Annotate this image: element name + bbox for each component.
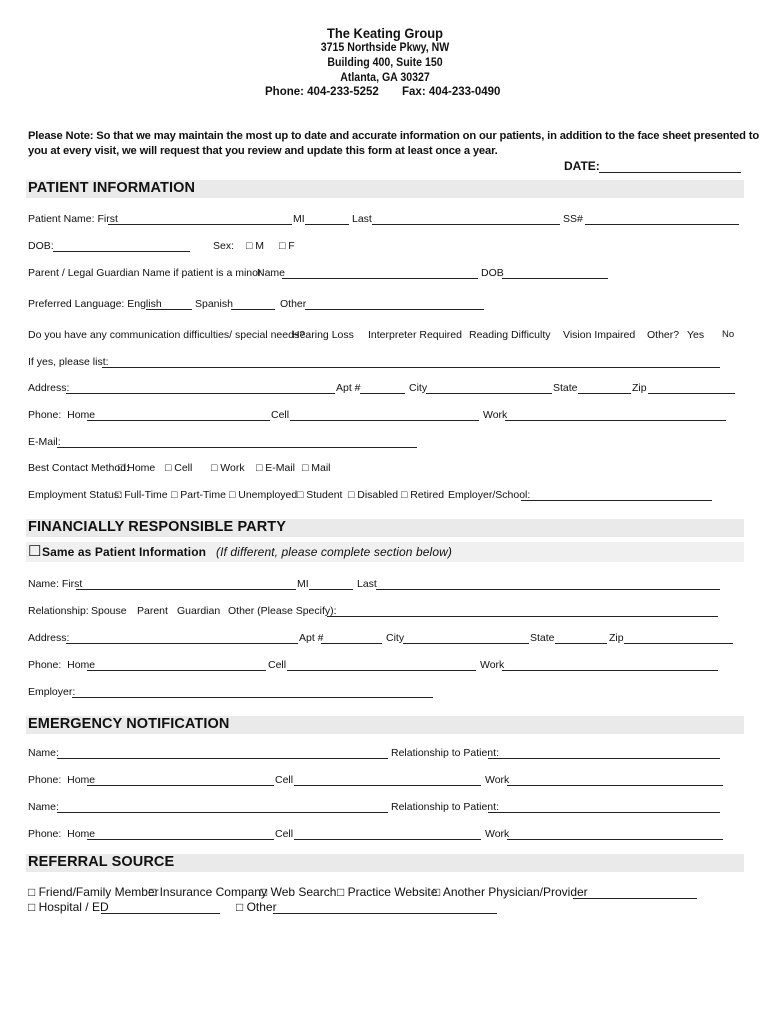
label: State: [553, 382, 578, 394]
last-name-field[interactable]: [372, 224, 560, 225]
english-field[interactable]: [146, 309, 192, 310]
section-emergency-notification: [26, 716, 744, 734]
label: Name: [257, 267, 286, 279]
label: City: [386, 632, 405, 644]
date-label: DATE:: [564, 159, 600, 173]
sex-m-checkbox[interactable]: □ M: [246, 240, 265, 252]
fin-first-name-field[interactable]: [76, 589, 296, 590]
other-specify-field[interactable]: [327, 616, 718, 617]
fulltime-checkbox[interactable]: □ Full-Time: [115, 489, 168, 501]
label: Work: [485, 828, 510, 840]
label: Phone: Home: [28, 409, 96, 421]
label: State: [530, 632, 555, 644]
referral-hospital-field[interactable]: [101, 913, 220, 914]
emergency-name-1-field[interactable]: [57, 758, 388, 759]
label: Cell: [268, 659, 287, 671]
home-phone-field[interactable]: [87, 420, 270, 421]
referral-insurance-checkbox[interactable]: □ Insurance Company: [149, 885, 267, 899]
address-line-3: Atlanta, GA 30327: [340, 72, 430, 84]
section-referral-source: [26, 854, 744, 872]
other-language-field[interactable]: [305, 309, 484, 310]
same-as-checkbox[interactable]: ☐: [28, 543, 42, 560]
label: Spanish: [195, 298, 233, 310]
fin-home-phone-field[interactable]: [87, 670, 266, 671]
label: Zip: [609, 632, 624, 644]
fin-work-phone-field[interactable]: [502, 670, 718, 671]
label: City: [409, 382, 428, 394]
label: Parent / Legal Guardian Name if patient is a minor: [28, 267, 262, 279]
label: Sex:: [213, 240, 235, 252]
referral-physician-checkbox[interactable]: □ Another Physician/Provider: [433, 885, 588, 899]
fin-last-name-field[interactable]: [376, 589, 720, 590]
reading-difficulty-option[interactable]: Reading Difficulty: [469, 329, 551, 341]
note-line-1: Please Note: So that we may maintain the most up to date and accurate information on our patients, in addition to the face sheet presented to: [28, 130, 760, 142]
referral-friend-checkbox[interactable]: □ Friend/Family Member: [28, 885, 159, 899]
dob-field[interactable]: [53, 251, 190, 252]
guardian-name-field[interactable]: [282, 278, 478, 279]
emergency-home-2-field[interactable]: [87, 839, 274, 840]
disabled-checkbox[interactable]: □ Disabled: [348, 489, 399, 501]
label: Apt #: [336, 382, 361, 394]
spanish-field[interactable]: [231, 309, 275, 310]
fin-employer-field[interactable]: [72, 697, 433, 698]
mi-field[interactable]: [305, 224, 349, 225]
label: Address:: [28, 632, 70, 644]
emergency-name-2-field[interactable]: [57, 812, 388, 813]
contact-cell-checkbox[interactable]: □ Cell: [165, 462, 193, 474]
interpreter-option[interactable]: Interpreter Required: [368, 329, 462, 341]
employer-school-field[interactable]: [521, 500, 712, 501]
guardian-dob-field[interactable]: [502, 278, 608, 279]
cell-phone-field[interactable]: [290, 420, 479, 421]
spouse-option[interactable]: Spouse: [91, 605, 127, 617]
referral-physician-field[interactable]: [573, 898, 697, 899]
parent-option[interactable]: Parent: [137, 605, 168, 617]
label: Employment Status:: [28, 489, 122, 501]
label: Apt #: [299, 632, 324, 644]
hearing-loss-option[interactable]: Hearing Loss: [292, 329, 354, 341]
fin-mi-field[interactable]: [309, 589, 353, 590]
label: Address:: [28, 382, 70, 394]
email-field[interactable]: [57, 447, 417, 448]
contact-email-checkbox[interactable]: □ E-Mail: [256, 462, 296, 474]
fin-apt-field[interactable]: [321, 643, 382, 644]
section-title: EMERGENCY NOTIFICATION: [28, 716, 230, 732]
section-title: FINANCIALLY RESPONSIBLE PARTY: [28, 519, 287, 535]
same-as-label: Same as Patient Information: [42, 545, 207, 559]
fin-cell-phone-field[interactable]: [287, 670, 476, 671]
referral-web-checkbox[interactable]: □ Web Search: [260, 885, 337, 899]
label: DOB: [481, 267, 504, 279]
label: If yes, please list:: [28, 356, 109, 368]
emergency-relationship-1-field[interactable]: [488, 758, 720, 759]
date-field[interactable]: [599, 172, 741, 173]
label: Phone: Home: [28, 659, 96, 671]
section-title: PATIENT INFORMATION: [28, 180, 196, 196]
student-checkbox[interactable]: □ Student: [297, 489, 343, 501]
ssn-field[interactable]: [585, 224, 739, 225]
label: Cell: [275, 828, 294, 840]
label: DOB:: [28, 240, 54, 252]
label: Relationship:: [28, 605, 89, 617]
fin-address-field[interactable]: [66, 643, 298, 644]
contact-mail-checkbox[interactable]: □ Mail: [302, 462, 331, 474]
fin-zip-field[interactable]: [624, 643, 733, 644]
emergency-cell-2-field[interactable]: [294, 839, 481, 840]
label: Work: [483, 409, 508, 421]
label: Zip: [632, 382, 647, 394]
state-field[interactable]: [578, 393, 631, 394]
other-specify-option[interactable]: Other (Please Specify):: [228, 605, 337, 617]
label: Work: [485, 774, 510, 786]
address-field[interactable]: [66, 393, 335, 394]
section-patient-information: [26, 180, 744, 198]
label: Relationship to Patient:: [391, 801, 499, 813]
city-field[interactable]: [426, 393, 552, 394]
section-financially-responsible-party: [26, 519, 744, 537]
label: Name:: [28, 801, 59, 813]
label: SS#: [563, 213, 583, 225]
apt-field[interactable]: [360, 393, 405, 394]
special-needs-field[interactable]: [102, 367, 720, 368]
address-line-1: 3715 Northside Pkwy, NW: [320, 42, 450, 54]
label: Phone: Home: [28, 828, 96, 840]
referral-other-checkbox[interactable]: □ Other: [236, 900, 277, 914]
fin-city-field[interactable]: [403, 643, 529, 644]
label: Phone: Home: [28, 774, 96, 786]
parttime-checkbox[interactable]: □ Part-Time: [171, 489, 226, 501]
note-line-2: you at every visit, we will request that you review and update this form at least once a year.: [28, 145, 498, 157]
label: Other: [280, 298, 307, 310]
label: Do you have any communication difficulties/ special needs?: [28, 329, 306, 341]
first-name-field[interactable]: [108, 224, 292, 225]
emergency-work-1-field[interactable]: [507, 785, 723, 786]
label: Preferred Language: English: [28, 298, 162, 310]
retired-checkbox[interactable]: □ Retired: [401, 489, 445, 501]
label: Name:: [28, 747, 59, 759]
emergency-work-2-field[interactable]: [507, 839, 723, 840]
contact-home-checkbox[interactable]: □ Home: [118, 462, 156, 474]
label: Name: First: [28, 578, 83, 590]
label: MI: [297, 578, 309, 590]
label: Employer/School:: [448, 489, 531, 501]
emergency-relationship-2-field[interactable]: [488, 812, 720, 813]
label: Last: [352, 213, 372, 225]
phone-number: Phone: 404-233-5252: [265, 86, 379, 98]
label: Work: [480, 659, 505, 671]
label: Last: [357, 578, 377, 590]
label: Cell: [271, 409, 290, 421]
address-line-2: Building 400, Suite 150: [327, 57, 443, 69]
section-title: REFERRAL SOURCE: [28, 854, 175, 870]
same-as-row: [26, 542, 744, 562]
referral-hospital-checkbox[interactable]: □ Hospital / ED: [28, 900, 109, 914]
label: Employer:: [28, 686, 76, 698]
sex-f-checkbox[interactable]: □ F: [279, 240, 295, 252]
emergency-home-1-field[interactable]: [87, 785, 274, 786]
contact-work-checkbox[interactable]: □ Work: [211, 462, 245, 474]
label: E-Mail:: [28, 436, 61, 448]
guardian-option[interactable]: Guardian: [177, 605, 221, 617]
work-phone-field[interactable]: [505, 420, 726, 421]
company-name: The Keating Group: [327, 25, 443, 41]
referral-other-field[interactable]: [273, 913, 497, 914]
yes-option[interactable]: Yes: [687, 329, 705, 341]
referral-practice-checkbox[interactable]: □ Practice Website: [337, 885, 438, 899]
zip-field[interactable]: [648, 393, 735, 394]
label: Relationship to Patient:: [391, 747, 499, 759]
label: MI: [293, 213, 305, 225]
label: Best Contact Method:: [28, 462, 129, 474]
emergency-cell-1-field[interactable]: [294, 785, 481, 786]
fin-state-field[interactable]: [555, 643, 607, 644]
vision-impaired-option[interactable]: Vision Impaired: [563, 329, 636, 341]
label: Patient Name: First: [28, 213, 118, 225]
if-different-note: (If different, please complete section below): [216, 545, 452, 559]
unemployed-checkbox[interactable]: □ Unemployed: [229, 489, 298, 501]
other-option[interactable]: Other?: [647, 329, 680, 341]
no-option[interactable]: No: [722, 329, 735, 340]
fax-number: Fax: 404-233-0490: [402, 86, 501, 98]
label: Cell: [275, 774, 294, 786]
